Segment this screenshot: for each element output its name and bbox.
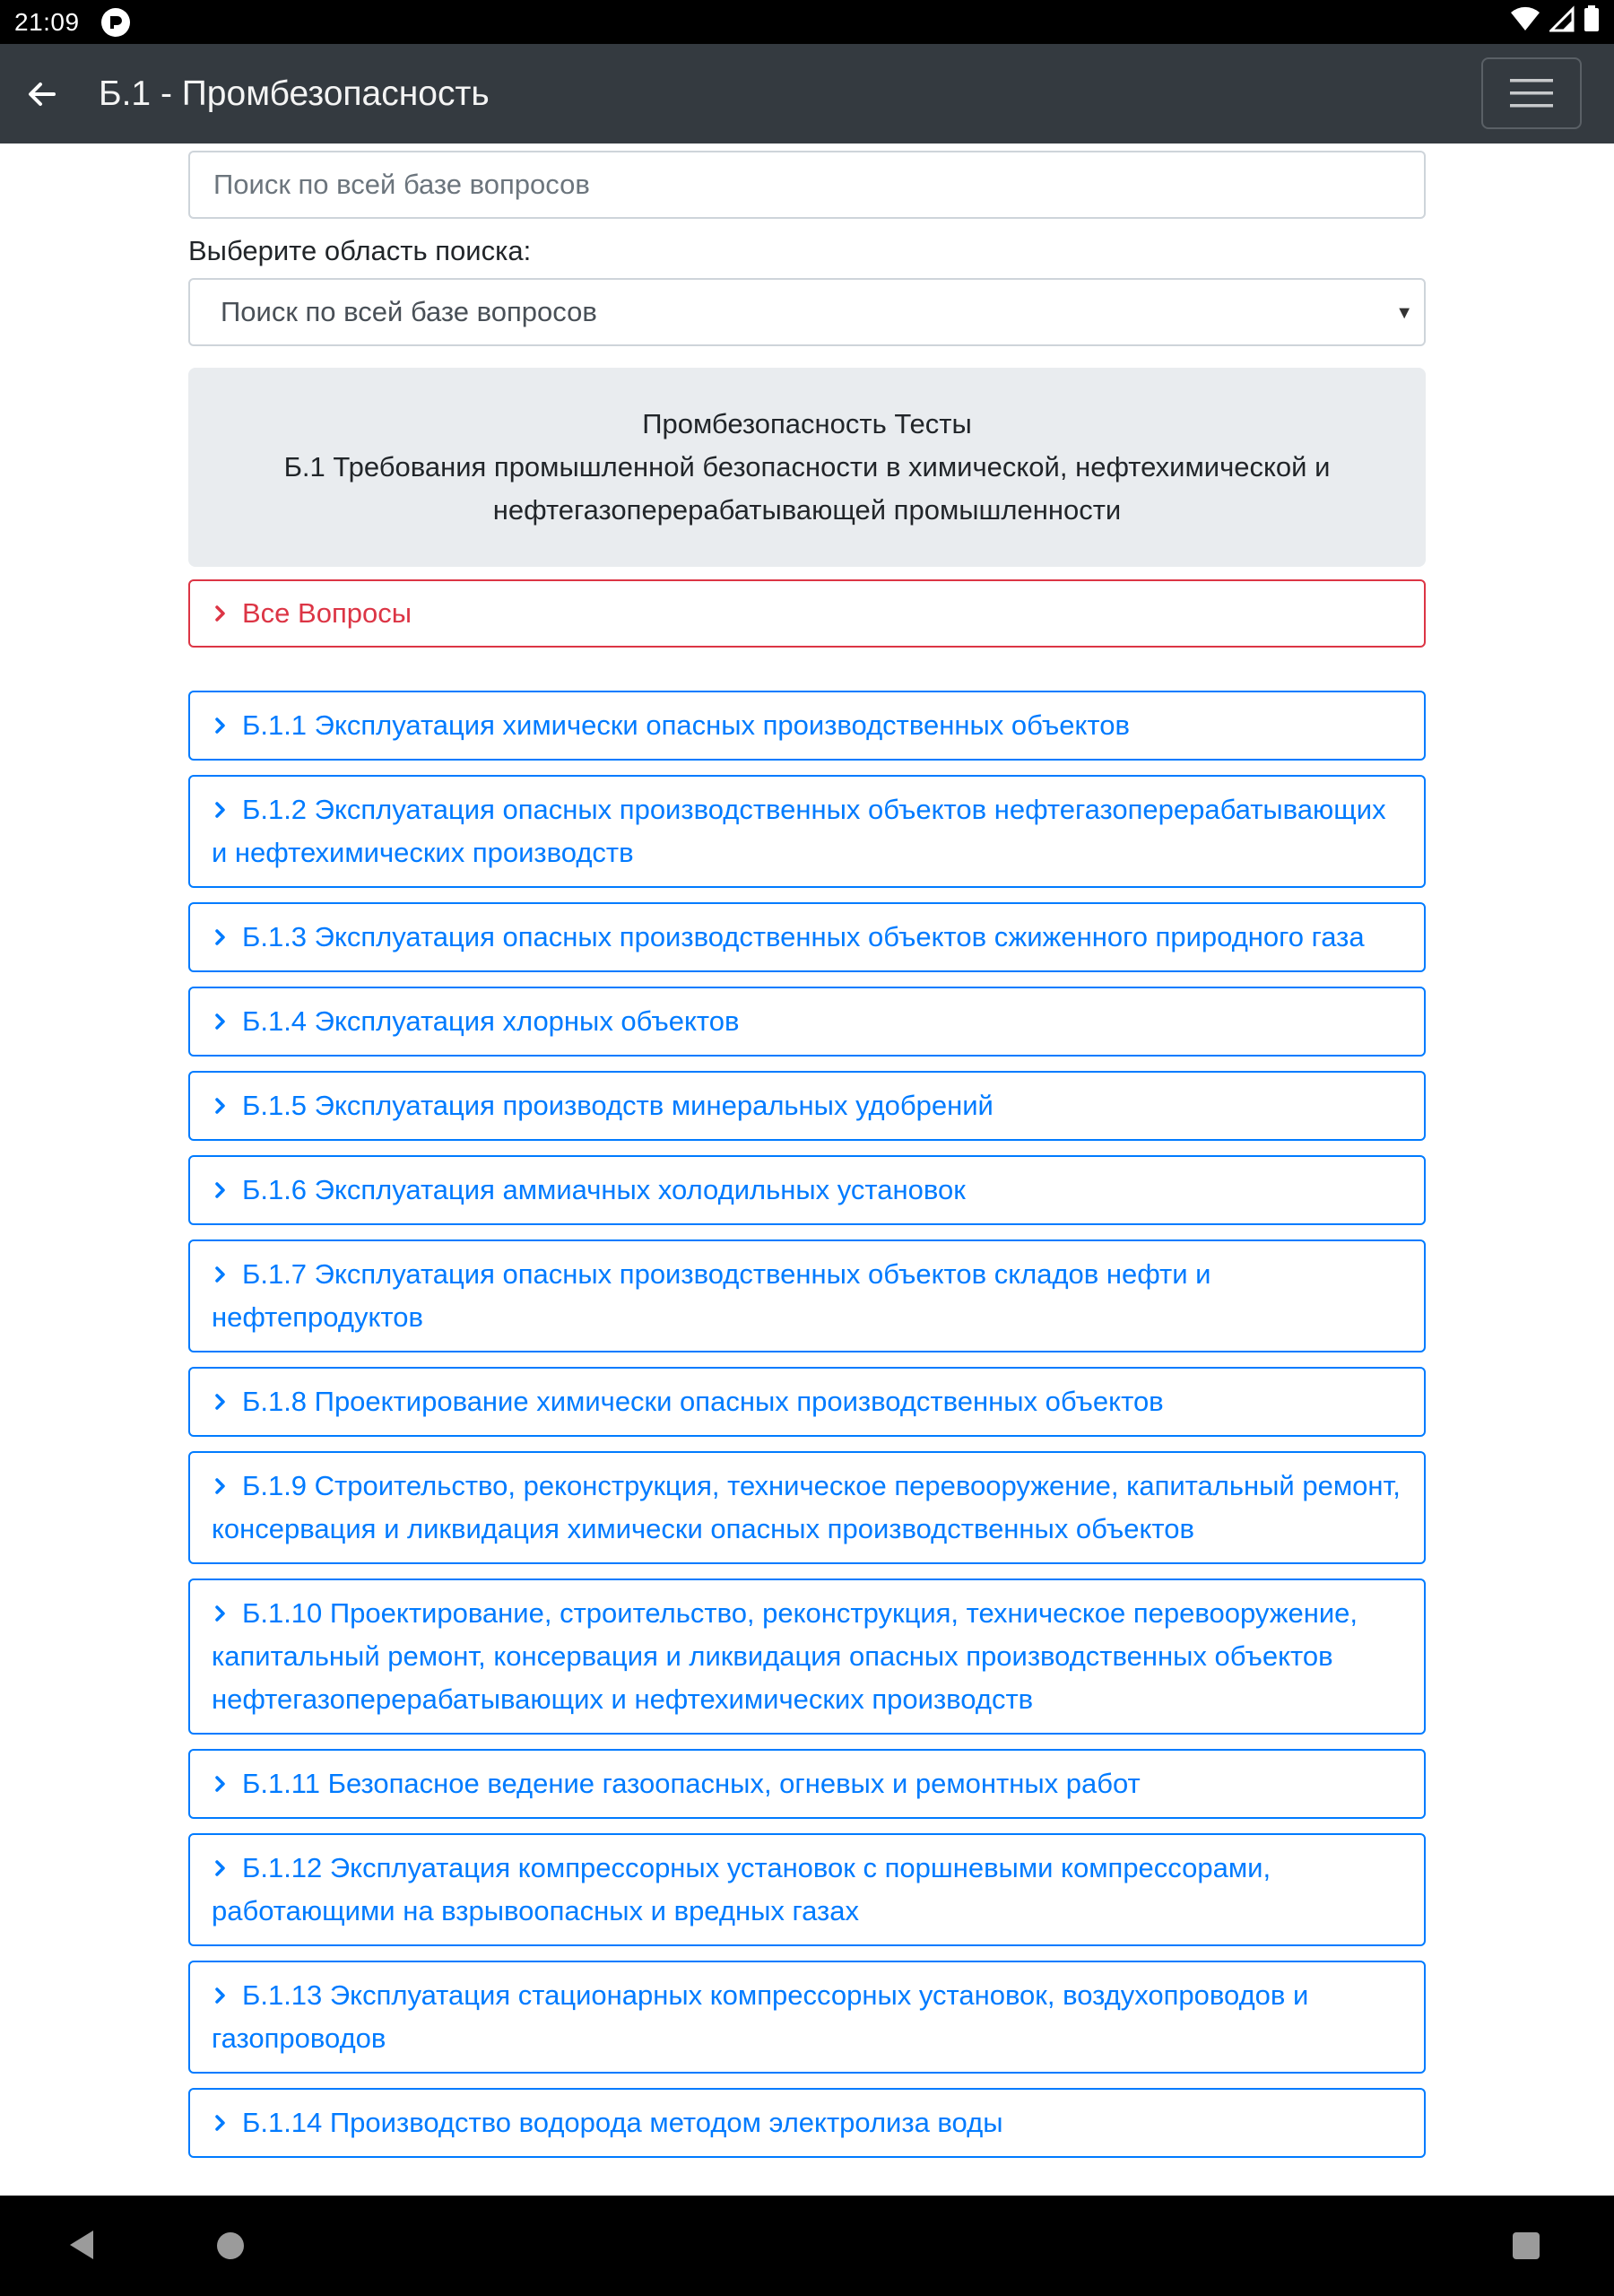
section-item-label: Б.1.12 Эксплуатация компрессорных установок с поршневыми компрессорами, работающими на взрывоопасных и вредных газах: [212, 1852, 1271, 1926]
info-title: Промбезопасность Тесты: [642, 408, 972, 439]
section-item-label: Б.1.3 Эксплуатация опасных производственных объектов сжиженного природного газа: [242, 921, 1365, 952]
section-item-label: Б.1.1 Эксплуатация химически опасных производственных объектов: [242, 709, 1130, 741]
chevron-right-icon: [212, 1181, 230, 1199]
info-subtitle: Б.1 Требования промышленной безопасности в химической, нефтехимической и нефтегазоперерабатывающей промышленности: [283, 451, 1331, 526]
search-scope-label: Выберите область поиска:: [188, 235, 532, 266]
section-item-label: Б.1.7 Эксплуатация опасных производственных объектов складов нефти и нефтепродуктов: [212, 1258, 1211, 1333]
section-item[interactable]: [188, 1071, 1426, 1141]
all-questions-button[interactable]: [188, 579, 1426, 648]
section-item-label: Б.1.5 Эксплуатация производств минеральных удобрений: [242, 1090, 994, 1121]
app-bar: [0, 44, 1614, 144]
circle-home-icon: [215, 2231, 246, 2261]
section-item[interactable]: [188, 1833, 1426, 1946]
section-item[interactable]: [188, 1451, 1426, 1564]
section-item[interactable]: [188, 987, 1426, 1057]
chevron-right-icon: [212, 604, 230, 622]
status-time: 21:09: [14, 7, 80, 36]
wifi-icon: [1510, 5, 1540, 39]
notification-app-icon: [101, 8, 130, 37]
chevron-right-icon: [212, 1987, 230, 2005]
section-item-label: Б.1.2 Эксплуатация опасных производственных объектов нефтегазоперерабатывающих и нефтехимических производств: [212, 794, 1386, 868]
battery-icon: [1584, 5, 1600, 39]
chevron-right-icon: [212, 1605, 230, 1622]
section-item[interactable]: [188, 1961, 1426, 2074]
section-item-label: Б.1.13 Эксплуатация стационарных компрессорных установок, воздухопроводов и газопроводов: [212, 1979, 1309, 2054]
chevron-right-icon: [212, 1013, 230, 1031]
section-item[interactable]: [188, 1239, 1426, 1352]
section-item-label: Б.1.14 Производство водорода методом электролиза воды: [242, 2107, 1003, 2138]
section-item-label: Б.1.10 Проектирование, строительство, реконструкция, техническое перевооружение, капитальный ремонт, консервация и ликвидация опасных производственных объектов нефтегазоперерабатывающих и нефтехимических производств: [212, 1597, 1358, 1715]
section-item[interactable]: [188, 1155, 1426, 1225]
section-item[interactable]: [188, 1578, 1426, 1735]
chevron-right-icon: [212, 1097, 230, 1115]
section-item-label: Б.1.6 Эксплуатация аммиачных холодильных установок: [242, 1174, 966, 1205]
navigation-bar: [0, 2196, 1614, 2296]
category-info-box: [188, 368, 1426, 567]
section-item[interactable]: [188, 2088, 1426, 2158]
section-item[interactable]: [188, 1749, 1426, 1819]
status-bar: [0, 0, 1614, 44]
search-input[interactable]: [188, 151, 1426, 219]
hamburger-menu-icon: [1508, 76, 1555, 110]
search-scope-select[interactable]: [188, 278, 1426, 346]
main-content: [188, 144, 1426, 2172]
chevron-right-icon: [212, 717, 230, 735]
chevron-right-icon: [212, 1265, 230, 1283]
search-scope-value: Поиск по всей базе вопросов: [221, 296, 597, 327]
section-item-label: Б.1.8 Проектирование химически опасных производственных объектов: [242, 1386, 1164, 1417]
back-button[interactable]: [0, 44, 82, 144]
signal-icon: [1549, 5, 1575, 39]
section-item-label: Б.1.9 Строительство, реконструкция, техническое перевооружение, капитальный ремонт, консервация и ликвидация химически опасных производственных объектов: [212, 1470, 1401, 1544]
section-list: [188, 691, 1426, 2158]
section-item[interactable]: [188, 775, 1426, 888]
chevron-right-icon: [212, 928, 230, 946]
square-recents-icon: [1512, 2231, 1540, 2260]
chevron-right-icon: [212, 1477, 230, 1495]
menu-button[interactable]: [1481, 57, 1582, 129]
all-questions-label: Все Вопросы: [242, 597, 412, 629]
section-item[interactable]: [188, 902, 1426, 972]
page-title: Б.1 - Промбезопасность: [99, 74, 490, 113]
dropdown-caret-icon: ▼: [1395, 303, 1413, 323]
triangle-back-icon: [66, 2228, 97, 2262]
arrow-left-icon: [26, 79, 56, 109]
nav-back-button[interactable]: [66, 2228, 97, 2266]
section-item-label: Б.1.4 Эксплуатация хлорных объектов: [242, 1005, 740, 1037]
chevron-right-icon: [212, 2114, 230, 2132]
chevron-right-icon: [212, 1393, 230, 1411]
section-item-label: Б.1.11 Безопасное ведение газоопасных, огневых и ремонтных работ: [242, 1768, 1141, 1799]
chevron-right-icon: [212, 1859, 230, 1877]
section-item[interactable]: [188, 1367, 1426, 1437]
chevron-right-icon: [212, 801, 230, 819]
section-item[interactable]: [188, 691, 1426, 761]
nav-home-button[interactable]: [215, 2231, 246, 2266]
nav-recents-button[interactable]: [1512, 2231, 1540, 2265]
chevron-right-icon: [212, 1775, 230, 1793]
